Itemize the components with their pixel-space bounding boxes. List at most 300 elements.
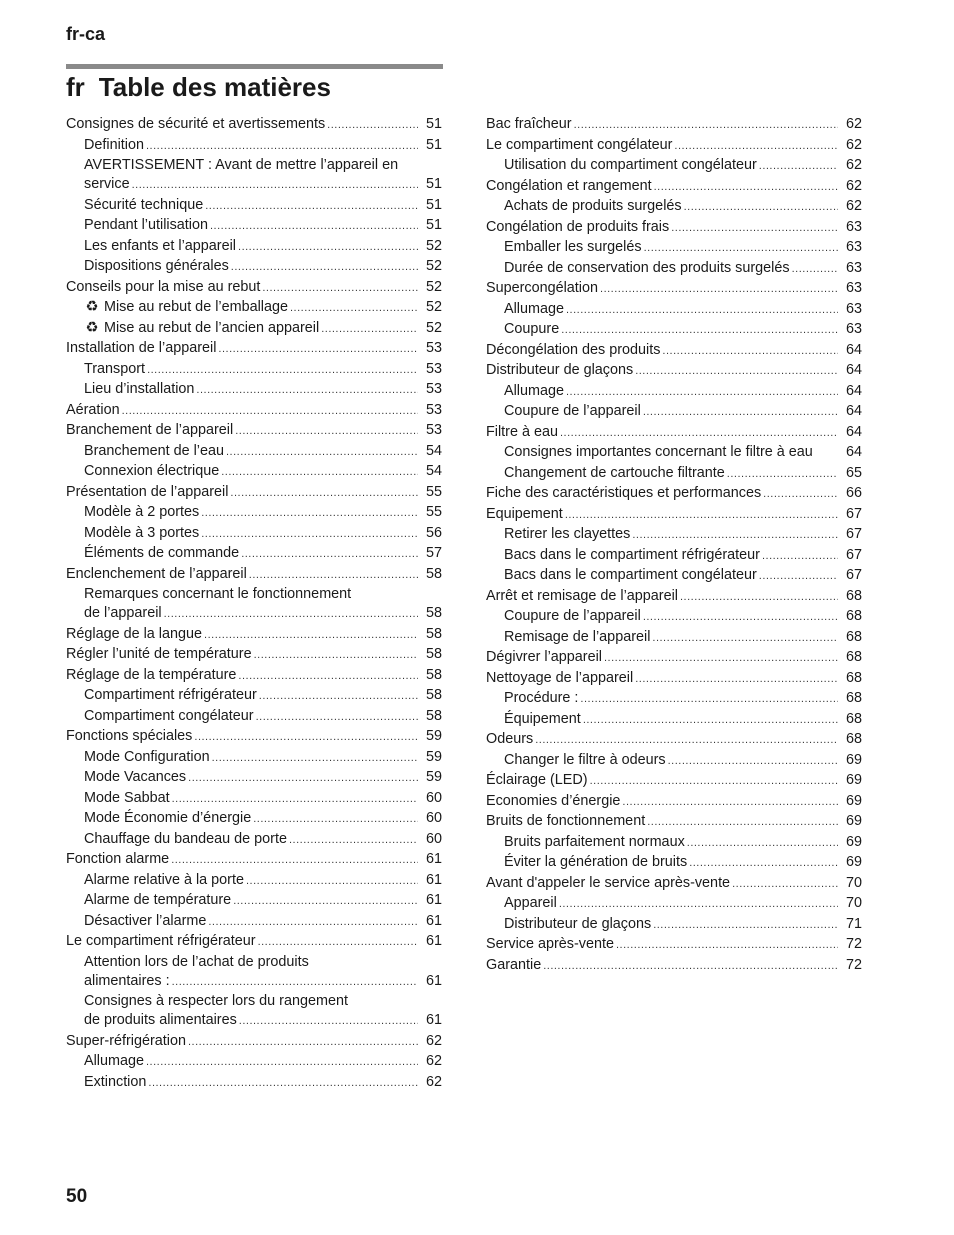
toc-entry[interactable] xyxy=(486,730,862,751)
toc-entry-text: Coupure de l’appareil xyxy=(504,403,641,419)
toc-entry[interactable] xyxy=(66,339,442,360)
toc-entry-text: Mode Vacances xyxy=(84,769,187,785)
toc-entry-page: 58 xyxy=(425,707,442,724)
toc-entry-label xyxy=(66,850,169,870)
toc-entry-page: 70 xyxy=(845,895,862,911)
toc-entry[interactable] xyxy=(486,874,862,895)
dot-leader xyxy=(600,280,838,300)
toc-entry-label xyxy=(486,771,588,791)
toc-entry-label xyxy=(84,1073,146,1093)
dot-leader xyxy=(194,728,418,748)
toc-entry-text: Achats de produits surgelés xyxy=(504,198,682,214)
toc-entry-label xyxy=(486,423,558,443)
toc-entry[interactable] xyxy=(66,809,442,830)
dot-leader xyxy=(684,198,838,218)
dot-leader xyxy=(321,320,418,340)
toc-entry-page: 55 xyxy=(425,483,442,500)
toc-entry-page: 59 xyxy=(425,748,442,765)
dot-leader xyxy=(635,362,838,382)
toc-entry-label xyxy=(504,525,630,545)
toc-entry[interactable] xyxy=(66,1032,442,1053)
toc-entry[interactable] xyxy=(486,935,862,956)
dot-leader xyxy=(239,1012,418,1032)
toc-entry-text: Mode Économie d’énergie xyxy=(84,810,252,826)
toc-entry[interactable] xyxy=(486,525,862,546)
toc-entry-page: 67 xyxy=(845,505,862,522)
toc-entry-page: 68 xyxy=(845,587,862,604)
toc-entry-text: Conseils pour la mise au rebut xyxy=(66,278,261,295)
toc-entry[interactable] xyxy=(486,238,862,259)
toc-entry-page: 71 xyxy=(845,915,862,932)
toc-entry[interactable] xyxy=(66,727,442,748)
dot-leader xyxy=(671,219,838,239)
toc-entry-text: Éléments de commande xyxy=(84,545,240,561)
toc-entry[interactable] xyxy=(486,710,862,731)
toc-entry[interactable] xyxy=(66,401,442,422)
page-title xyxy=(66,72,331,103)
toc-entry-page: 51 xyxy=(425,217,442,233)
toc-entry-text: Dégivrer l’appareil xyxy=(486,649,602,665)
toc-entry[interactable] xyxy=(486,607,862,628)
toc-entry[interactable] xyxy=(66,645,442,666)
toc-entry[interactable] xyxy=(486,587,862,608)
toc-entry[interactable] xyxy=(66,257,442,278)
toc-entry-text: Aération xyxy=(66,401,120,418)
toc-entry-label xyxy=(66,339,216,359)
toc-entry-page: 62 xyxy=(845,116,862,132)
toc-entry-continuation xyxy=(84,972,442,993)
toc-entry-text: Bruits parfaitement normaux xyxy=(504,833,685,850)
toc-entry[interactable] xyxy=(66,748,442,769)
dot-leader xyxy=(201,504,418,524)
dot-leader xyxy=(583,711,838,731)
toc-entry-label-continued: service xyxy=(84,176,130,192)
toc-entry-page: 61 xyxy=(425,972,442,989)
toc-entry[interactable] xyxy=(486,177,862,198)
toc-entry-page: 68 xyxy=(845,649,862,665)
dot-leader xyxy=(164,605,418,625)
toc-entry[interactable] xyxy=(486,566,862,587)
toc-entry-label xyxy=(66,645,252,665)
toc-entry[interactable] xyxy=(486,259,862,280)
dot-leader xyxy=(574,116,838,136)
toc-entry-label xyxy=(84,237,236,257)
toc-entry-label xyxy=(66,932,256,952)
toc-entry-text: Compartiment congélateur xyxy=(84,707,254,724)
dot-leader xyxy=(254,646,418,666)
toc-entry[interactable] xyxy=(66,360,442,381)
toc-entry[interactable] xyxy=(66,524,442,545)
toc-entry-text: Chauffage du bandeau de porte xyxy=(84,830,287,847)
toc-entry[interactable] xyxy=(66,565,442,586)
dot-leader xyxy=(171,851,418,871)
toc-entry-label xyxy=(486,812,645,832)
toc-entry-label xyxy=(84,298,288,318)
toc-entry[interactable] xyxy=(486,197,862,218)
toc-entry[interactable] xyxy=(486,464,862,485)
toc-entry-text: Durée de conservation des produits surgelés xyxy=(504,259,790,276)
toc-entry-text: Utilisation du compartiment congélateur xyxy=(504,157,757,173)
toc-entry[interactable] xyxy=(66,932,442,953)
toc-entry-label xyxy=(84,789,170,809)
dot-leader xyxy=(616,936,838,956)
dot-leader xyxy=(226,443,418,463)
toc-entry-page: 61 xyxy=(425,933,442,949)
toc-entry-label xyxy=(504,853,687,873)
dot-leader xyxy=(147,361,418,381)
dot-leader xyxy=(535,731,838,751)
toc-entry-text: Équipement xyxy=(504,710,581,727)
toc-entry-page: 67 xyxy=(845,546,862,563)
toc-entry[interactable] xyxy=(486,279,862,300)
dot-leader xyxy=(687,834,838,854)
toc-entry-label xyxy=(66,666,236,686)
toc-entry-label-continued: de l’appareil xyxy=(84,605,162,621)
toc-left-column xyxy=(66,115,442,1093)
toc-entry-page: 63 xyxy=(845,300,862,317)
dot-leader xyxy=(732,875,838,895)
dot-leader xyxy=(148,1074,418,1094)
dot-leader xyxy=(172,790,418,810)
toc-entry-page: 62 xyxy=(425,1053,442,1069)
toc-entry[interactable] xyxy=(66,686,442,707)
dot-leader xyxy=(566,301,838,321)
dot-leader xyxy=(559,895,838,915)
toc-entry-label xyxy=(66,421,233,441)
toc-entry-text: Installation de l’appareil xyxy=(66,340,217,356)
dot-leader xyxy=(188,1033,418,1053)
toc-entry-page: 68 xyxy=(845,690,862,706)
toc-entry[interactable] xyxy=(66,216,442,237)
toc-entry-page: 59 xyxy=(425,728,442,744)
toc-entry-text: Super-réfrigération xyxy=(66,1032,186,1049)
toc-entry[interactable] xyxy=(486,546,862,567)
toc-entry-text: Supercongélation xyxy=(486,280,599,296)
toc-entry-page: 67 xyxy=(845,567,862,583)
toc-entry[interactable] xyxy=(486,669,862,690)
toc-entry[interactable] xyxy=(486,628,862,649)
toc-entry-page: 53 xyxy=(425,422,442,438)
toc-entry-text: Le compartiment réfrigérateur xyxy=(66,933,256,949)
toc-entry-page: 58 xyxy=(425,646,442,662)
toc-entry-page: 64 xyxy=(845,403,862,419)
dot-leader xyxy=(230,484,418,504)
toc-entry[interactable] xyxy=(66,1073,442,1094)
toc-entry[interactable] xyxy=(66,319,442,340)
toc-entry-label xyxy=(504,710,581,730)
toc-entry-text: Mise au rebut de l’ancien appareil xyxy=(104,319,320,336)
toc-entry[interactable] xyxy=(66,115,442,136)
toc-entry[interactable] xyxy=(486,341,862,362)
toc-entry-page: 58 xyxy=(425,605,442,621)
dot-leader xyxy=(792,260,838,280)
toc-entry-text: Bacs dans le compartiment réfrigérateur xyxy=(504,546,760,563)
toc-entry[interactable] xyxy=(66,953,442,993)
toc-entry[interactable] xyxy=(486,853,862,874)
toc-entry-page: 53 xyxy=(425,401,442,418)
toc-entry-page: 69 xyxy=(845,751,862,768)
toc-entry[interactable] xyxy=(486,751,862,772)
toc-entry-page: 62 xyxy=(845,177,862,194)
dot-leader xyxy=(762,547,838,567)
toc-entry-page: 68 xyxy=(845,669,862,686)
toc-entry-page: 64 xyxy=(845,423,862,440)
toc-entry[interactable] xyxy=(66,992,442,1032)
toc-entry-label xyxy=(504,689,578,709)
toc-entry-text: Avant d'appeler le service après-vente xyxy=(486,874,731,891)
toc-entry[interactable] xyxy=(66,462,442,483)
toc-entry-text: Consignes de sécurité et avertissements xyxy=(66,116,326,132)
toc-entry-label xyxy=(84,830,287,850)
toc-entry-page: 60 xyxy=(425,810,442,826)
toc-entry-label xyxy=(504,259,790,279)
dot-leader xyxy=(680,588,838,608)
toc-entry[interactable] xyxy=(486,156,862,177)
toc-entry-label xyxy=(486,956,541,976)
toc-entry[interactable] xyxy=(486,505,862,526)
toc-entry-page: 60 xyxy=(425,830,442,847)
toc-entry-label xyxy=(486,218,669,238)
toc-entry-page: 64 xyxy=(845,444,862,460)
toc-entry[interactable] xyxy=(66,196,442,217)
toc-entry[interactable] xyxy=(66,503,442,524)
toc-entry-label xyxy=(486,279,598,299)
toc-entry[interactable] xyxy=(66,298,442,319)
dot-leader xyxy=(210,217,418,237)
toc-entry[interactable] xyxy=(66,544,442,565)
toc-entry-label xyxy=(66,401,120,421)
toc-entry-label xyxy=(84,442,224,462)
toc-entry-text: Economies d’énergie xyxy=(486,792,621,809)
toc-entry-label xyxy=(84,380,194,400)
toc-entry-label xyxy=(84,768,186,788)
toc-entry[interactable] xyxy=(486,361,862,382)
toc-entry-page: 52 xyxy=(425,299,442,315)
toc-entry-label xyxy=(84,462,219,482)
toc-entry[interactable] xyxy=(66,891,442,912)
dot-leader xyxy=(644,239,838,259)
toc-entry-page: 68 xyxy=(845,608,862,624)
toc-entry-page: 56 xyxy=(425,524,442,541)
toc-right-column xyxy=(486,115,862,976)
toc-entry[interactable] xyxy=(66,850,442,871)
toc-entry[interactable] xyxy=(486,382,862,403)
toc-entry-text: Garantie xyxy=(486,956,542,973)
dot-leader xyxy=(188,769,418,789)
toc-entry-page: 62 xyxy=(425,1032,442,1049)
toc-entry[interactable] xyxy=(66,625,442,646)
toc-entry[interactable] xyxy=(486,833,862,854)
toc-entry-page: 69 xyxy=(845,854,862,870)
toc-entry-text: Bruits de fonctionnement xyxy=(486,813,646,829)
toc-entry-text: Mode Configuration xyxy=(84,748,210,765)
toc-entry-label xyxy=(486,587,678,607)
toc-entry[interactable] xyxy=(66,237,442,258)
toc-entry[interactable] xyxy=(486,423,862,444)
toc-entry-text: Éviter la génération de bruits xyxy=(504,854,688,870)
toc-entry-page: 61 xyxy=(425,851,442,867)
dot-leader xyxy=(643,403,838,423)
toc-entry[interactable] xyxy=(66,789,442,810)
dot-leader xyxy=(259,687,418,707)
toc-entry-label xyxy=(84,360,145,380)
toc-entry[interactable] xyxy=(486,812,862,833)
toc-entry-label xyxy=(504,156,757,176)
toc-entry-label: AVERTISSEMENT : Avant de mettre l’appareil en xyxy=(84,157,399,173)
dot-leader xyxy=(759,567,838,587)
toc-entry-label xyxy=(84,544,239,564)
toc-entry[interactable] xyxy=(66,380,442,401)
toc-entry-text: Enclenchement de l’appareil xyxy=(66,565,247,582)
toc-entry-label xyxy=(486,115,572,135)
toc-entry-page: 68 xyxy=(845,628,862,645)
dot-leader xyxy=(622,793,838,813)
toc-entry-page: 65 xyxy=(845,464,862,481)
dot-leader xyxy=(590,772,838,792)
toc-entry-text: Arrêt et remisage de l’appareil xyxy=(486,587,678,604)
toc-entry[interactable] xyxy=(66,278,442,299)
toc-entry-text: Service après-vente xyxy=(486,936,614,952)
toc-entry-page: 69 xyxy=(845,833,862,850)
toc-entry[interactable] xyxy=(66,156,442,196)
toc-entry[interactable] xyxy=(486,648,862,669)
toc-entry-page: 63 xyxy=(845,280,862,296)
toc-entry[interactable] xyxy=(66,585,442,625)
toc-entry[interactable] xyxy=(486,915,862,936)
toc-entry-label xyxy=(504,443,813,463)
dot-leader xyxy=(643,608,838,628)
dot-leader xyxy=(233,892,418,912)
toc-entry[interactable] xyxy=(486,792,862,813)
toc-entry-label xyxy=(504,566,757,586)
toc-entry-continuation xyxy=(84,175,442,196)
toc-entry-label xyxy=(504,833,685,853)
dot-leader xyxy=(212,749,418,769)
toc-entry-page: 68 xyxy=(845,731,862,747)
toc-entry-label xyxy=(84,686,257,706)
toc-entry-label xyxy=(504,320,559,340)
dot-leader xyxy=(204,626,418,646)
toc-entry[interactable] xyxy=(486,443,862,464)
toc-entry-page: 62 xyxy=(425,1073,442,1090)
toc-entry-page: 63 xyxy=(845,259,862,276)
toc-entry[interactable] xyxy=(486,771,862,792)
toc-entry[interactable] xyxy=(66,871,442,892)
toc-entry-label xyxy=(84,319,319,339)
toc-entry[interactable] xyxy=(66,136,442,157)
toc-entry-page: 58 xyxy=(425,687,442,703)
toc-entry-label xyxy=(486,792,620,812)
toc-entry-page: 66 xyxy=(845,485,862,501)
toc-entry-text: Éclairage (LED) xyxy=(486,772,588,788)
recycle-icon: ♻ xyxy=(85,299,99,315)
toc-entry[interactable] xyxy=(486,894,862,915)
toc-entry-text: Branchement de l’eau xyxy=(84,442,224,459)
toc-entry-page: 53 xyxy=(425,340,442,356)
title-text: Table des matières xyxy=(98,72,331,102)
toc-entry-label xyxy=(84,871,244,891)
toc-entry-label: Remarques concernant le fonctionnement xyxy=(84,586,352,602)
dot-leader xyxy=(727,465,838,485)
toc-entry-label xyxy=(486,484,761,504)
dot-leader xyxy=(246,872,418,892)
toc-entry[interactable] xyxy=(486,402,862,423)
toc-entry-page: 58 xyxy=(425,666,442,683)
toc-entry-text: Régler l’unité de température xyxy=(66,646,252,662)
toc-entry-text: Remisage de l’appareil xyxy=(504,628,651,645)
toc-entry[interactable] xyxy=(486,320,862,341)
toc-entry-text: Bacs dans le compartiment congélateur xyxy=(504,567,757,583)
dot-leader xyxy=(172,973,418,993)
toc-entry-page: 61 xyxy=(425,1012,442,1028)
dot-leader xyxy=(763,485,838,505)
dot-leader xyxy=(146,137,418,157)
toc-entry-text: Nettoyage de l’appareil xyxy=(486,669,634,686)
toc-entry[interactable] xyxy=(486,115,862,136)
toc-entry-label xyxy=(486,341,660,361)
toc-entry-label xyxy=(486,361,633,381)
dot-leader xyxy=(674,137,838,157)
toc-entry-label xyxy=(84,912,206,932)
toc-entry[interactable] xyxy=(66,442,442,463)
toc-entry[interactable] xyxy=(66,707,442,728)
toc-entry-label xyxy=(486,935,614,955)
toc-entry[interactable] xyxy=(486,300,862,321)
toc-entry-label xyxy=(66,625,202,645)
dot-leader xyxy=(241,545,418,565)
toc-entry[interactable] xyxy=(486,218,862,239)
toc-entry-page: 61 xyxy=(425,892,442,908)
toc-entry-text: Odeurs xyxy=(486,731,534,747)
toc-entry[interactable] xyxy=(66,421,442,442)
toc-entry[interactable] xyxy=(486,484,862,505)
toc-entry[interactable] xyxy=(486,956,862,977)
dot-leader xyxy=(543,957,838,977)
dot-leader xyxy=(201,525,418,545)
dot-leader xyxy=(290,299,418,319)
dot-leader xyxy=(759,157,838,177)
toc-entry-page: 51 xyxy=(425,116,442,132)
toc-entry-text: Alarme relative à la porte xyxy=(84,871,244,888)
toc-entry-page: 72 xyxy=(845,956,862,973)
toc-entry-text: Décongélation des produits xyxy=(486,341,661,358)
toc-entry-text: Extinction xyxy=(84,1073,147,1090)
toc-entry[interactable] xyxy=(66,1052,442,1073)
toc-entry-label xyxy=(486,874,730,894)
dot-leader xyxy=(238,667,418,687)
toc-entry[interactable] xyxy=(66,912,442,933)
toc-entry-page: 53 xyxy=(425,381,442,397)
toc-entry-page: 57 xyxy=(425,545,442,561)
toc-entry-label xyxy=(486,669,633,689)
toc-entry[interactable] xyxy=(486,136,862,157)
toc-entry-label xyxy=(84,1052,144,1072)
dot-leader xyxy=(566,383,838,403)
toc-entry[interactable] xyxy=(66,768,442,789)
toc-entry-continuation xyxy=(84,604,442,625)
toc-entry-text: Lieu d’installation xyxy=(84,381,195,397)
toc-entry[interactable] xyxy=(66,666,442,687)
dot-leader xyxy=(208,913,418,933)
toc-entry[interactable] xyxy=(486,689,862,710)
toc-entry-page: 63 xyxy=(845,239,862,255)
toc-entry[interactable] xyxy=(66,830,442,851)
toc-entry-label xyxy=(504,894,557,914)
toc-entry-label xyxy=(504,915,651,935)
toc-entry-label xyxy=(486,505,563,525)
toc-entry[interactable] xyxy=(66,483,442,504)
toc-entry-label xyxy=(66,483,228,503)
